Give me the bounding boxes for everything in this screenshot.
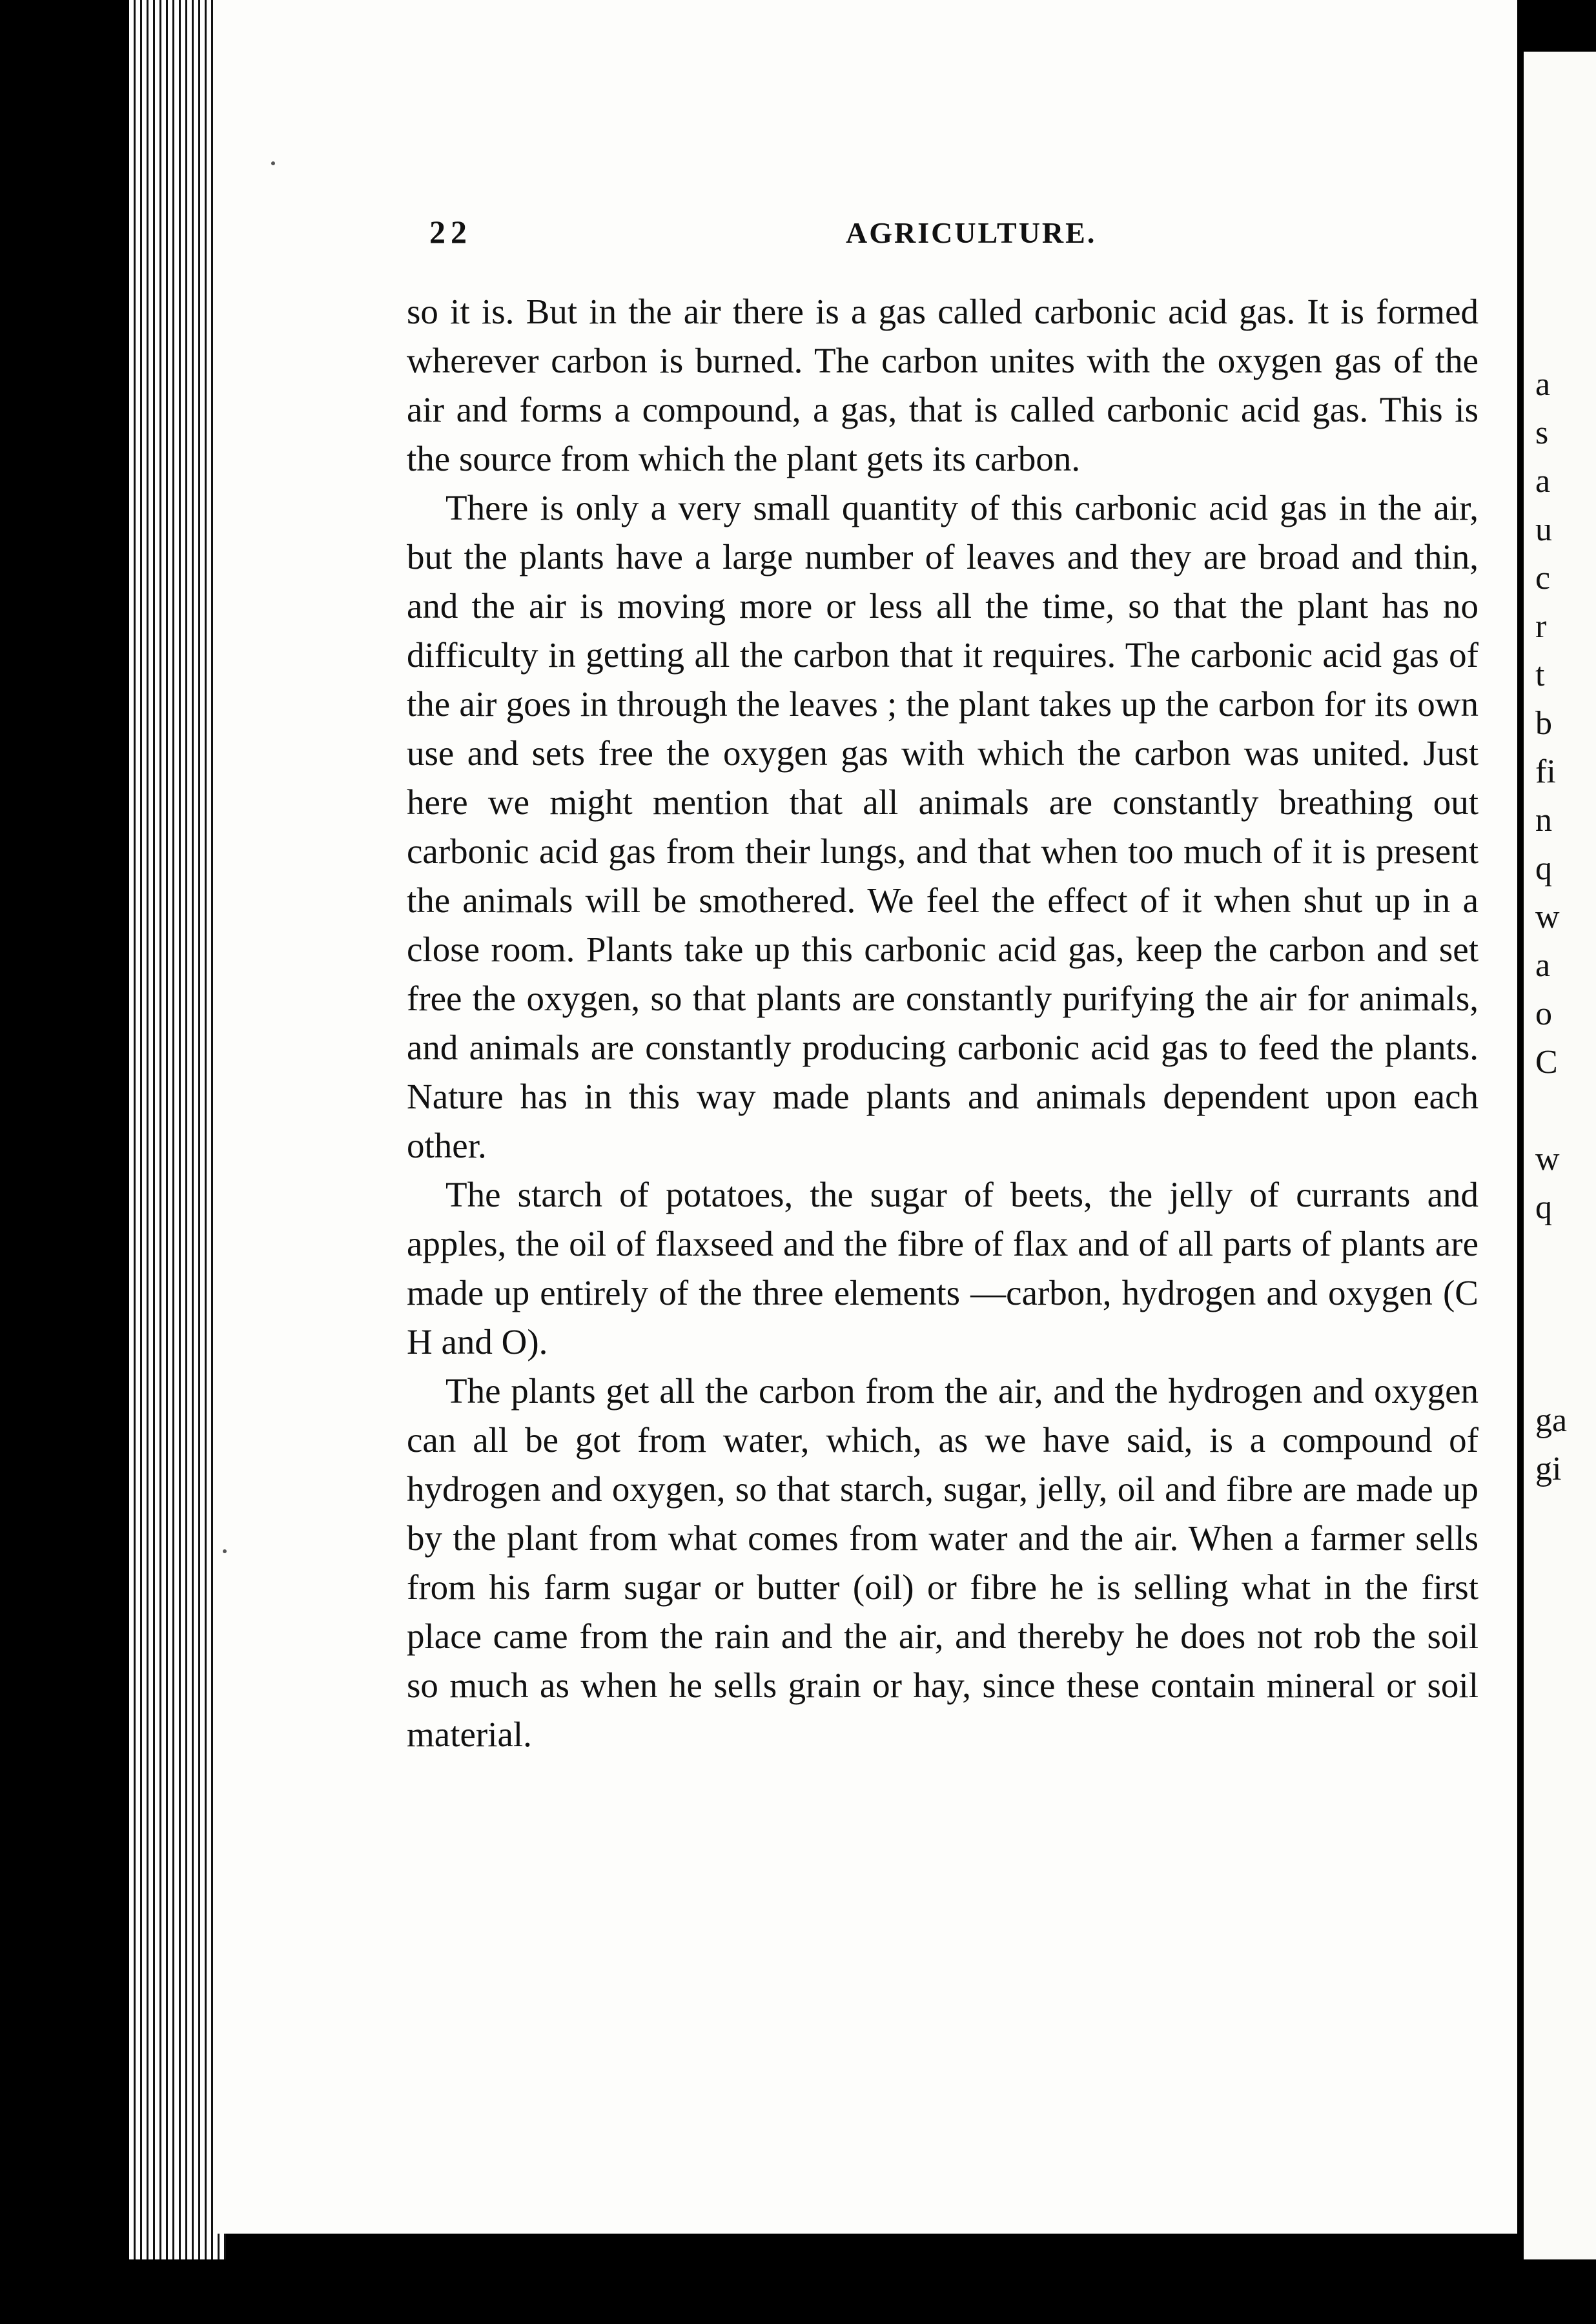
next-page-fragment: r xyxy=(1535,608,1547,645)
next-page-fragment: o xyxy=(1535,995,1552,1032)
next-page-fragment: w xyxy=(1535,899,1560,935)
speck xyxy=(223,1549,227,1553)
next-page-fragment: a xyxy=(1535,366,1551,403)
next-page-fragment: s xyxy=(1535,414,1549,451)
running-head: AGRICULTURE. xyxy=(846,216,1097,249)
page-header xyxy=(213,213,1491,258)
body-text xyxy=(407,287,1478,1759)
next-page-fragment: c xyxy=(1535,560,1551,596)
paragraph: There is only a very small quantity of this carbonic acid gas in the air, but the plants have a large number of leaves and they are broad and thin, and the air is moving more or less all the time, so that the plant has no difficulty in getting all the carbon that it requires. The carbonic acid gas of the air goes in through the leaves ; the plant takes up the carbon for its own use and sets free the oxygen gas with which the carbon was united. Just here we might mention that all animals are constantly breathing out carbonic acid gas from their lungs, and that when too much of it is present the animals will be smothered. We feel the effect of it when shut up in a close room. Plants take up this carbonic acid gas, keep the carbon and set free the oxygen, so that plants are constantly purifying the air for animals, and animals are constantly producing carbonic acid gas to feed the plants. Nature has in this way made plants and animals dependent upon each other. xyxy=(407,488,1478,1165)
page-number: 22 xyxy=(429,214,472,250)
next-page-fragment: gi xyxy=(1535,1451,1562,1487)
next-page-fragment: q xyxy=(1535,1189,1552,1226)
next-page-fragment: q xyxy=(1535,850,1552,887)
next-page-fragment: t xyxy=(1535,657,1545,693)
next-page-fragment: n xyxy=(1535,802,1552,839)
next-page-edge xyxy=(1524,52,1596,2259)
paragraph: The plants get all the carbon from the air, and the hydrogen and oxygen can all be got from water, which, as we have said, is a compound of hydrogen and oxygen, so that starch, sugar, jelly, oil and fibre are made up by the plant from what comes from water and the air. When a farmer sells from his farm sugar or butter (oil) or fibre he is selling what in the first place came from the rain and the air, and thereby he does not rob the soil so much as when he sells grain or hay, since these contain mineral or soil material. xyxy=(407,1371,1478,1754)
next-page-fragment: w xyxy=(1535,1141,1560,1177)
page-edges xyxy=(129,0,226,2259)
next-page-fragment: b xyxy=(1535,705,1552,742)
next-page-fragment: a xyxy=(1535,947,1551,984)
next-page-fragment: ga xyxy=(1535,1402,1568,1439)
paragraph: so it is. But in the air there is a gas called carbonic acid gas. It is formed wherever carbon is burned. The carbon unites with the oxygen gas of the air and forms a compound, a gas, that is called carbonic acid gas. This is the source from which the plant gets its carbon. xyxy=(407,292,1478,478)
next-page-fragment: u xyxy=(1535,511,1552,548)
next-page-fragment: a xyxy=(1535,463,1551,500)
next-page-fragment: C xyxy=(1535,1044,1558,1081)
paragraph: The starch of potatoes, the sugar of beets, the jelly of currants and apples, the oil of flaxseed and the fibre of flax and of all parts of plants are made up entirely of the three elements —carbon, hydrogen and oxygen (C H and O). xyxy=(407,1175,1478,1361)
speck xyxy=(271,161,275,165)
next-page-fragment: fi xyxy=(1535,753,1556,790)
